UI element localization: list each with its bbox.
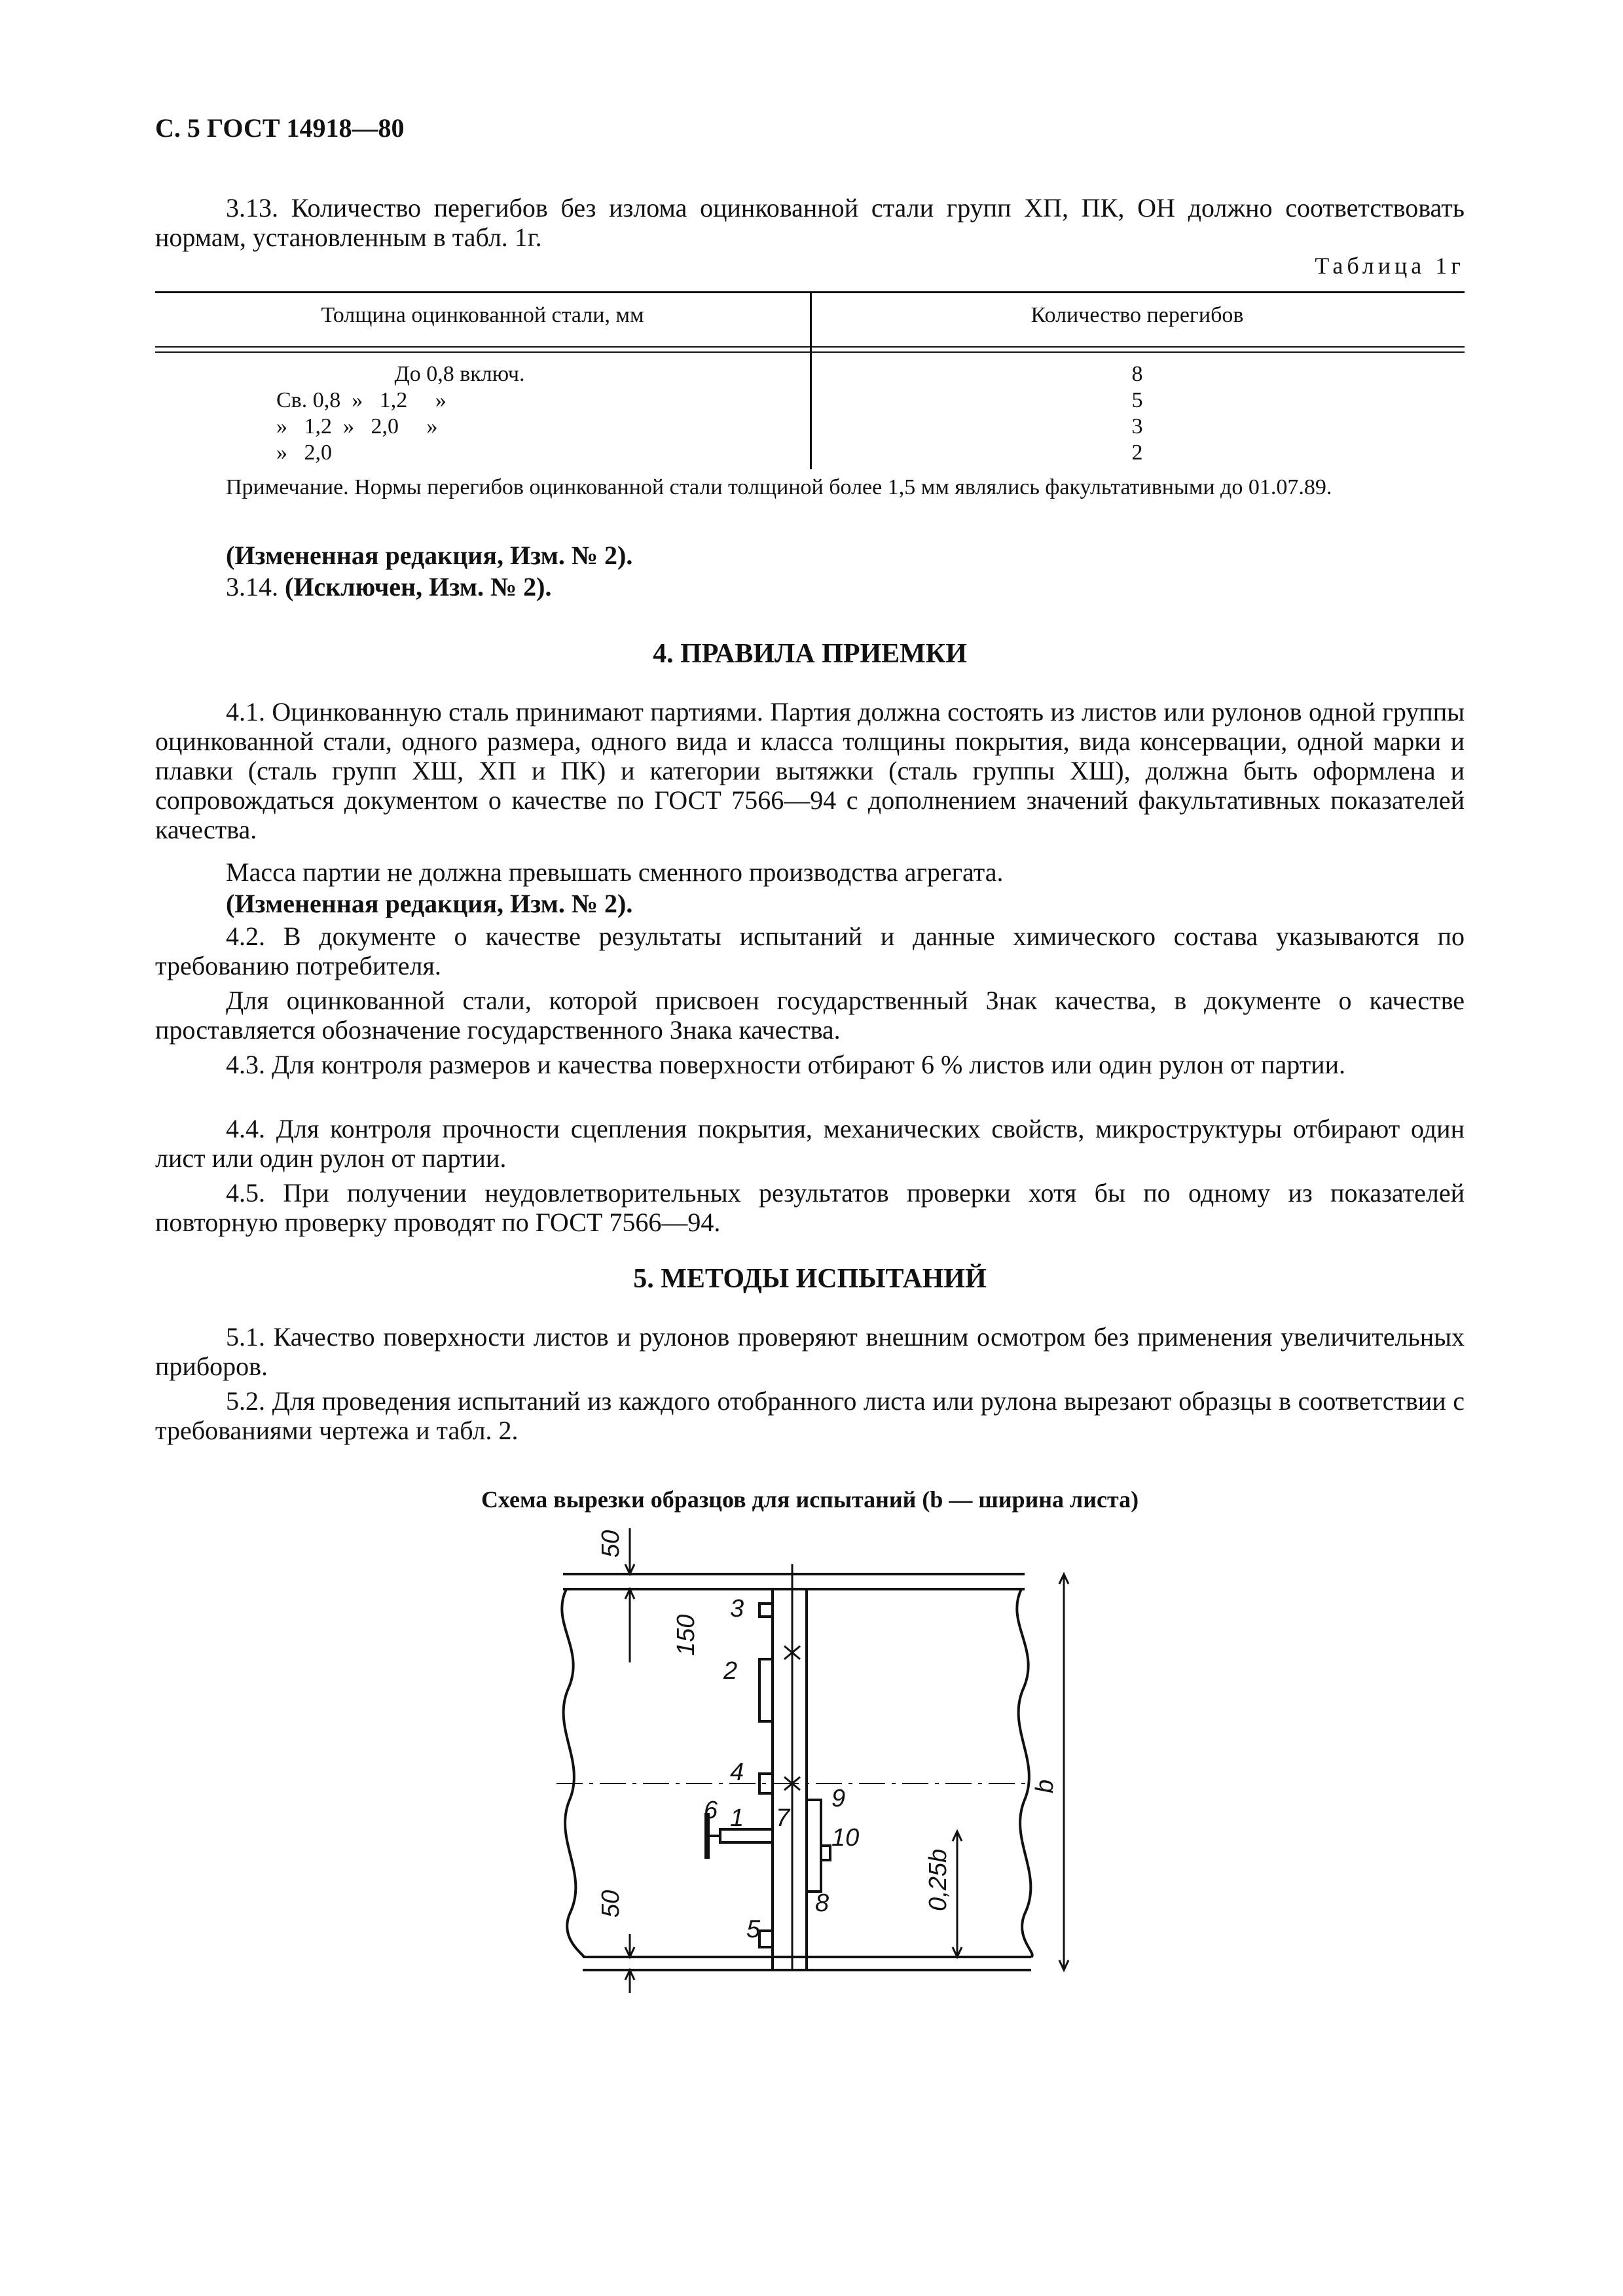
amendment-note-1: (Измененная редакция, Изм. № 2). [226, 541, 633, 570]
table-cell-thickness: До 0,8 включ. [394, 362, 525, 386]
section-5-heading: 5. МЕТОДЫ ИСПЫТАНИЙ [633, 1264, 987, 1294]
specimen-8-9 [807, 1800, 821, 1892]
specimen-label-6: 6 [704, 1797, 718, 1824]
note-text: Примечание. Нормы перегибов оцинкованной стали толщиной более 1,5 мм являлись факультативными до 01.07.89. [226, 475, 1332, 499]
left-break-line [562, 1589, 584, 1957]
specimen-label-10: 10 [831, 1824, 860, 1852]
table-cell-thickness: » 1,2 » 2,0 » [276, 414, 438, 439]
specimen-label-7: 7 [776, 1804, 790, 1832]
paragraph-4-5: 4.5. При получении неудовлетворительных результатов проверки хотя бы по одному из показателей повторную проверку проводят по ГОСТ 7566—94. [155, 1178, 1465, 1237]
paragraph-4-1-mass: Масса партии не должна превышать сменного производства агрегата. [226, 857, 1004, 887]
table-cell-thickness: » 2,0 [276, 440, 332, 465]
table-cell-count: 3 [1131, 414, 1143, 439]
specimen-3 [759, 1604, 773, 1617]
table-cell-count: 8 [1131, 362, 1143, 386]
specimen-1 [720, 1829, 773, 1842]
specimen-label-9: 9 [831, 1785, 846, 1812]
paragraph-5-2: 5.2. Для проведения испытаний из каждого отобранного листа или рулона вырезают образцы в соответствии с требованиями чертежа и табл. 2. [155, 1386, 1465, 1445]
table-caption: Таблица 1г [1315, 253, 1465, 279]
dim-b-label: b [1031, 1779, 1059, 1793]
paragraph-4-1: 4.1. Оцинкованную сталь принимают партиями. Партия должна состоять из листов или рулонов одной группы оцинкованной стали, одного размера, одного вида и класса толщины покрытия, вида консервации, одной марки и плавки (сталь групп ХШ, ХП и ПК) и категории вытяжки (сталь группы ХШ), должна быть оформлена и сопровождаться документом о качестве по ГОСТ 7566—94 с дополнением значений факультативных показателей качества. [155, 697, 1465, 844]
specimen-5 [759, 1931, 773, 1947]
table-header-count: Количество перегибов [1030, 303, 1244, 327]
specimen-label-8: 8 [815, 1890, 830, 1917]
amendment-note-2: (Измененная редакция, Изм. № 2). [226, 889, 633, 918]
table-header-thickness: Толщина оцинкованной стали, мм [321, 303, 644, 327]
specimen-label-1: 1 [730, 1804, 744, 1832]
paragraph-3-13: 3.13. Количество перегибов без излома оцинкованной стали групп ХП, ПК, ОН должно соответствовать нормам, установленным в табл. 1г. [155, 193, 1465, 252]
right-break-line [1017, 1589, 1032, 1957]
specimen-2 [759, 1659, 773, 1721]
specimen-10 [821, 1846, 830, 1860]
specimen-label-5: 5 [746, 1916, 761, 1943]
paragraph-4-4: 4.4. Для контроля прочности сцепления покрытия, механических свойств, микроструктуры отбирают один лист или один рулон от партии. [155, 1114, 1465, 1173]
table-cell-count: 5 [1131, 388, 1143, 412]
figure-title: Схема вырезки образцов для испытаний (b — ширина листа) [481, 1486, 1139, 1513]
specimen-label-3: 3 [730, 1595, 744, 1623]
dim-quarter-label: 0,25b [924, 1848, 952, 1911]
specimen-label-4: 4 [730, 1759, 744, 1786]
dim-150-label: 150 [672, 1614, 700, 1656]
paragraph-4-2: 4.2. В документе о качестве результаты испытаний и данные химического состава указываются по требованию потребителя. [155, 922, 1465, 980]
paragraph-3-14-number: 3.14. [226, 572, 278, 601]
page-header: С. 5 ГОСТ 14918—80 [155, 113, 405, 143]
section-4-heading: 4. ПРАВИЛА ПРИЕМКИ [653, 639, 967, 669]
paragraph-4-3: 4.3. Для контроля размеров и качества поверхности отбирают 6 % листов или один рулон от партии. [226, 1050, 1345, 1079]
table-cell-thickness: Св. 0,8 » 1,2 » [276, 388, 447, 412]
specimen-label-2: 2 [723, 1657, 738, 1685]
paragraph-5-1: 5.1. Качество поверхности листов и рулонов проверяют внешним осмотром без применения увеличительных приборов. [155, 1322, 1465, 1381]
paragraph-3-14-text: (Исключен, Изм. № 2). [285, 572, 552, 601]
dim-bottom-50-label: 50 [597, 1890, 625, 1918]
dim-top-50-label: 50 [597, 1530, 625, 1558]
paragraph-4-2-mark: Для оцинкованной стали, которой присвоен государственный Знак качества, в документе о качестве проставляется обозначение государственного Знака качества. [155, 986, 1465, 1045]
table-cell-count: 2 [1131, 440, 1143, 465]
